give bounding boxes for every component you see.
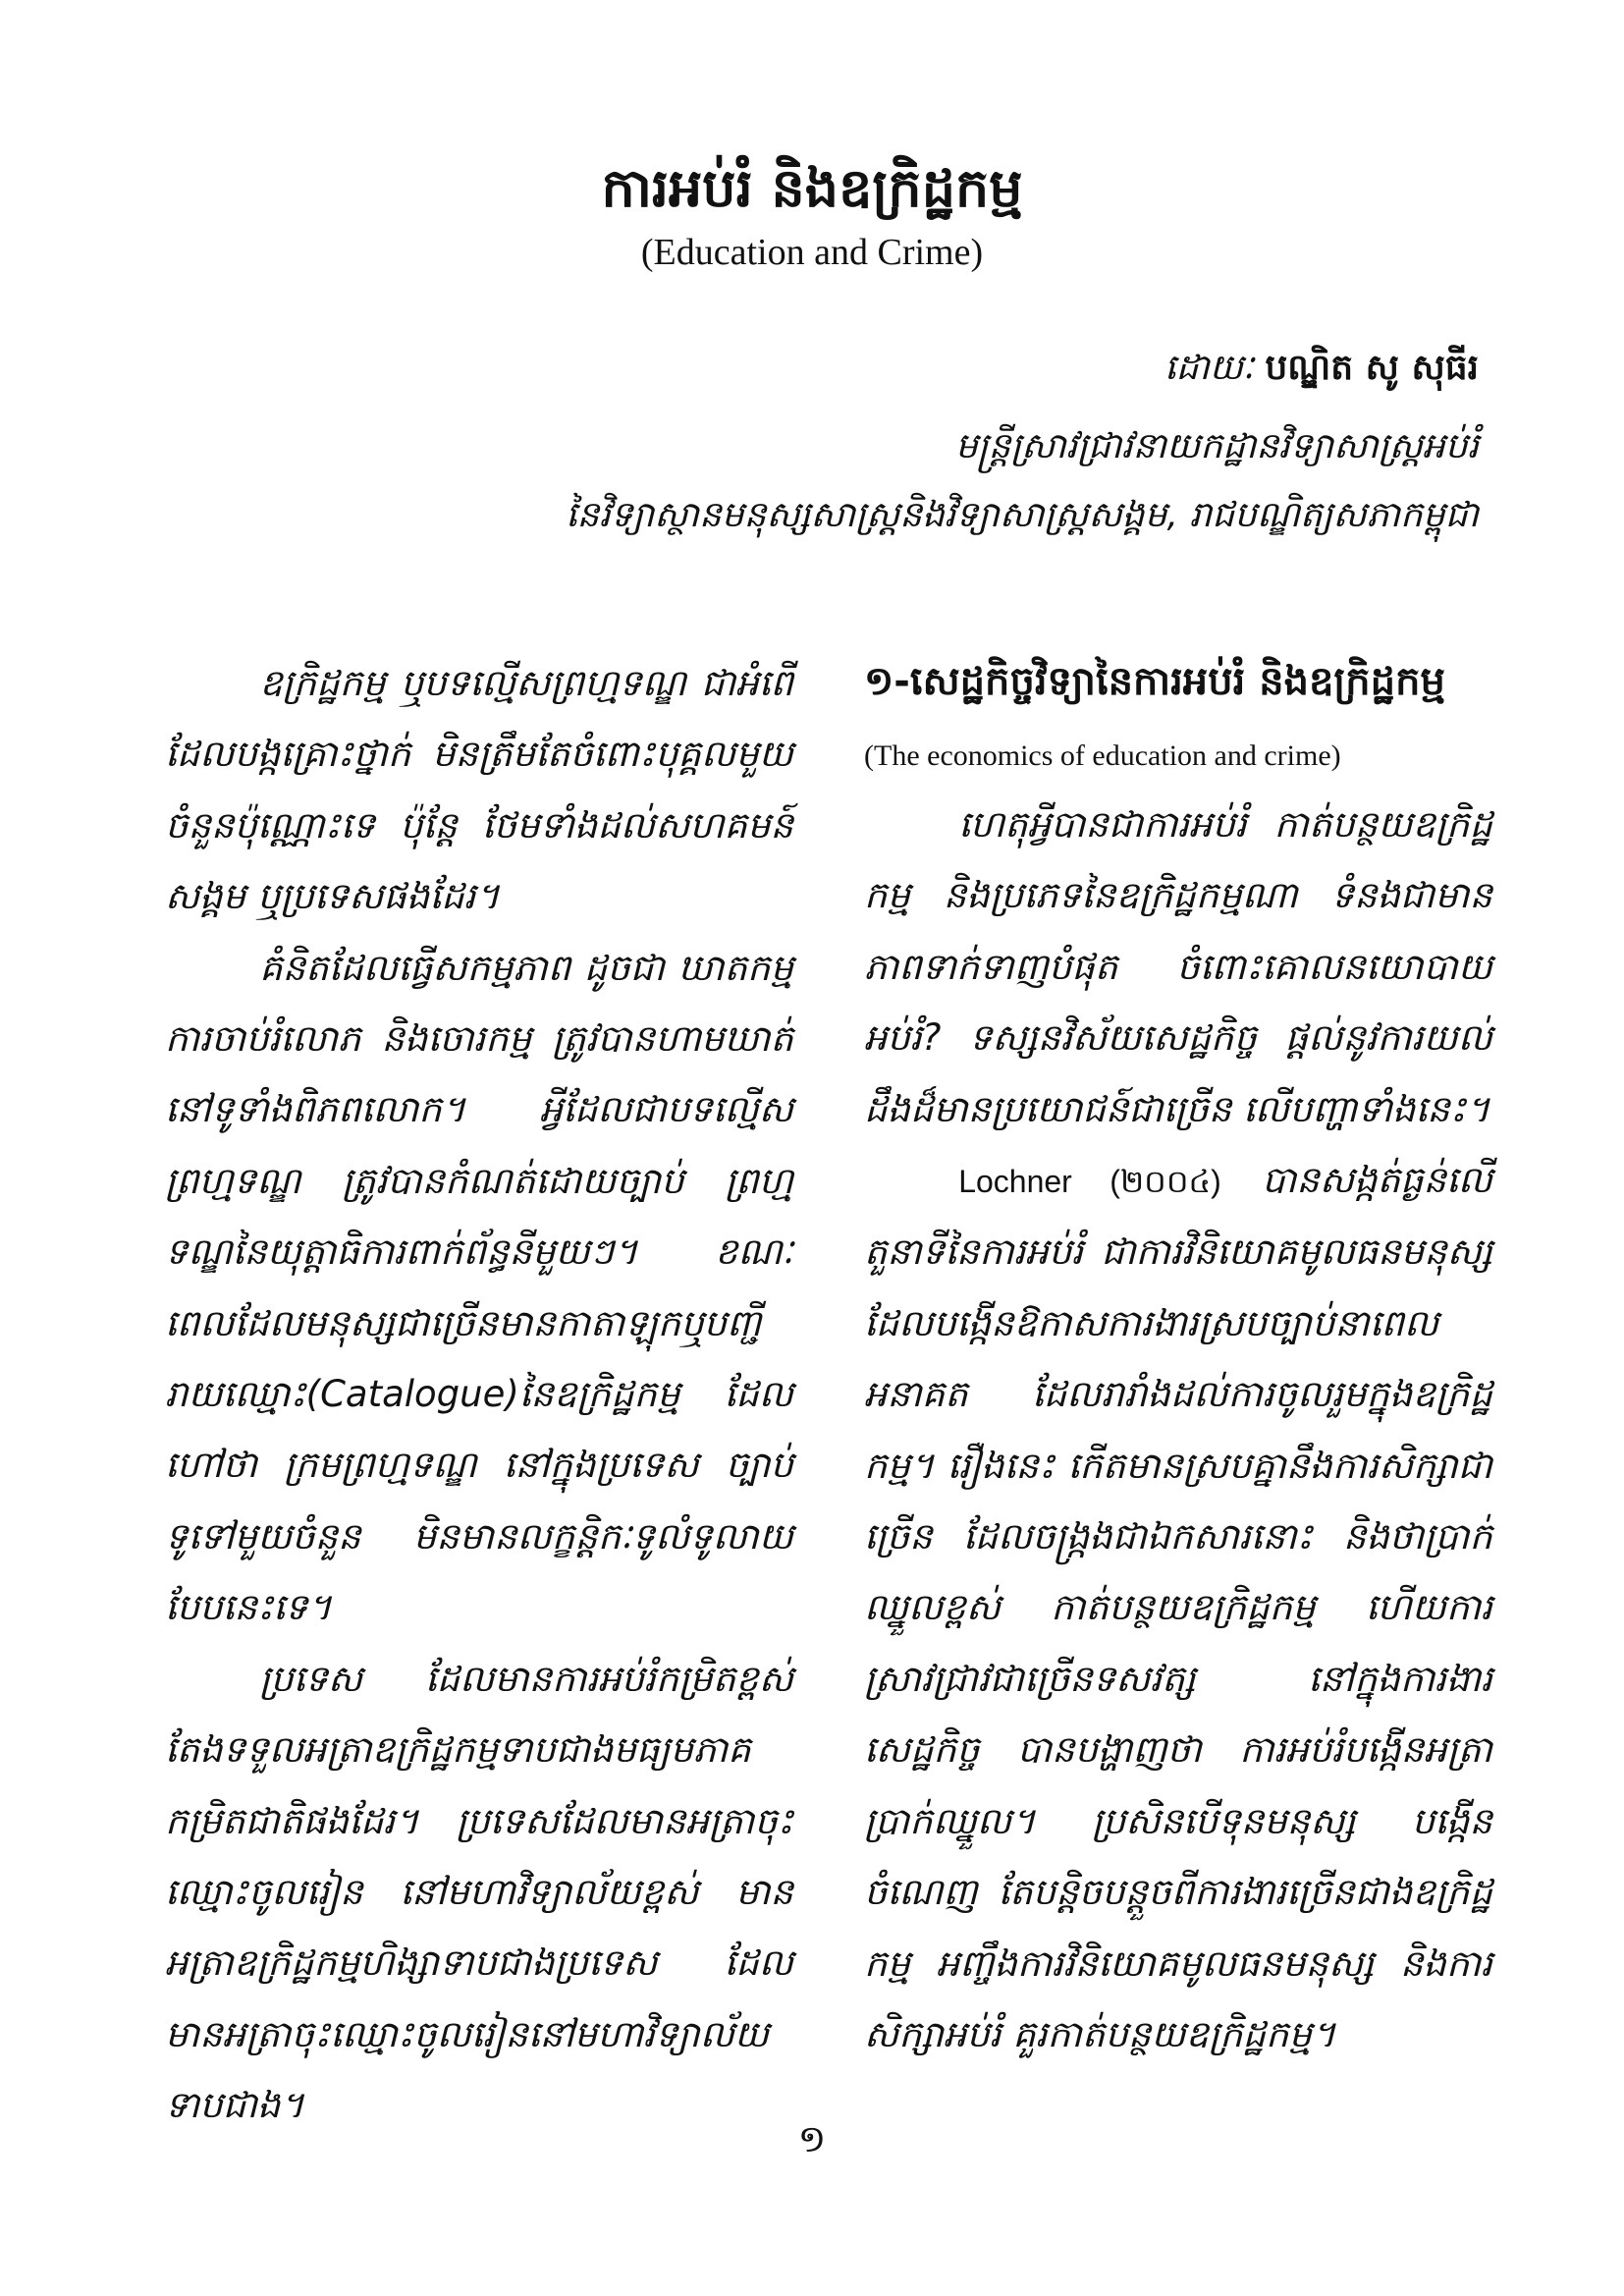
article-subtitle: (Education and Crime) xyxy=(640,232,984,273)
body-paragraph: ប្រទេស ដែលមានការអប់រំកម្រិតខ្ពស់ តែងទទួលអត្រាឧក្រិដ្ឋកម្មទាបជាងមធ្យមភាគកម្រិតជាតិផងដែរ។ ប្រទេសដែលមានអត្រាចុះឈ្មោះចូលរៀន នៅមហាវិទ្យាល័យខ្ពស់ មានអត្រាឧក្រិដ្ឋកម្មហិង្សាទាបជាងប្រទេស ដែលមានអត្រាចុះឈ្មោះចូលរៀននៅមហាវិទ្យាល័យទាបជាង។ xyxy=(165,1657,793,2127)
section-heading-km: ១-សេដ្ឋកិច្ចវិទ្យានៃការអប់រំ និងឧក្រិដ្ឋកម្ម xyxy=(864,659,1445,704)
author-name: បណ្ឌិត សូ សុធីរ xyxy=(1265,348,1479,388)
section-heading-en: (The economics of education and crime) xyxy=(864,739,1341,772)
author-affiliation-line2: នៃវិទ្យាស្ថានមនុស្សសាស្ត្រនិងវិទ្យាសាស្ត្រសង្គម, រាជបណ្ឌិត្យសភាកម្ពុជា xyxy=(566,495,1479,535)
author-by-label: ដោយៈ xyxy=(1164,348,1266,388)
section-heading xyxy=(864,648,1492,790)
author-byline xyxy=(1164,334,1479,403)
left-column xyxy=(165,648,793,2142)
page-number: ១ xyxy=(797,2117,827,2160)
article-title: ការអប់រំ និងឧក្រិដ្ឋកម្ម xyxy=(601,157,1023,219)
body-paragraph xyxy=(864,1145,1492,2070)
author-affiliation-line1: មន្ត្រីស្រាវជ្រាវនាយកដ្ឋានវិទ្យាសាស្ត្រអប់រំ xyxy=(955,426,1479,466)
body-paragraph: ឧក្រិដ្ឋកម្ម ឬបទល្មើសព្រហ្មទណ្ឌ ជាអំពើ ដែលបង្កគ្រោះថ្នាក់ មិនត្រឹមតែចំពោះបុគ្គលមួយចំនួនប៉ុណ្ណោះទេ ប៉ុន្តែ ថែមទាំងដល់សហគមន៍ សង្គម ឬប្រទេសផងដែរ។ xyxy=(165,662,793,918)
body-paragraph: គំនិតដែលធ្វើសកម្មភាព ដូចជា ឃាតកម្ម ការចាប់រំលោភ និងចោរកម្ម ត្រូវបានហាមឃាត់នៅទូទាំងពិភពលោក។ អ្វីដែលជាបទល្មើសព្រហ្មទណ្ឌ ត្រូវបានកំណត់ដោយច្បាប់ ព្រហ្មទណ្ឌនៃយុត្តាធិការពាក់ព័ន្ធនីមួយៗ។ ខណៈពេលដែលមនុស្សជាច្រើនមានកាតាឡុកឬបញ្ជីរាយឈ្មោះ(Catalogue)នៃឧក្រិដ្ឋកម្ម ដែលហៅថា ក្រមព្រហ្មទណ្ឌ នៅក្នុងប្រទេស ច្បាប់ទូទៅមួយចំនួន មិនមានលក្ខន្តិកៈទូលំទូលាយបែបនេះទេ។ xyxy=(165,946,793,1629)
citation-lead: Lochner (២០០៤) xyxy=(958,1164,1221,1200)
body-paragraph: ហេតុអ្វីបានជាការអប់រំ កាត់បន្ថយឧក្រិដ្ឋកម្ម និងប្រភេទនៃឧក្រិដ្ឋកម្មណា ទំនងជាមានភាពទាក់ទាញបំផុត ចំពោះគោលនយោបាយអប់រំ? ទស្សនវិស័យសេដ្ឋកិច្ច ផ្តល់នូវការយល់ដឹងដ៏មានប្រយោជន៍ជាច្រើន លើបញ្ហាទាំងនេះ។ xyxy=(864,803,1492,1130)
right-column xyxy=(864,648,1492,2070)
body-paragraph-text: បានសង្កត់ធ្ងន់លើតួនាទីនៃការអប់រំ ជាការវិនិយោគមូលធនមនុស្ស ដែលបង្កើនឱកាសការងារស្របច្បាប់នាពេលអនាគត ដែលរារាំងដល់ការចូលរួមក្នុងឧក្រិដ្ឋកម្ម។ រឿងនេះ កើតមានស្របគ្នានឹងការសិក្សាជាច្រើន ដែលចង្ក្រងជាឯកសារនោះ និងថាប្រាក់ឈ្នួលខ្ពស់ កាត់បន្ថយឧក្រិដ្ឋកម្ម ហើយការស្រាវជ្រាវជាច្រើនទសវត្ស នៅក្នុងការងារសេដ្ឋកិច្ច បានបង្ហាញថា ការអប់រំបង្កើនអត្រាប្រាក់ឈ្នួល។ ប្រសិនបើទុនមនុស្ស បង្កើនចំណេញ តែបន្តិចបន្តួចពីការងារច្រើនជាងឧក្រិដ្ឋកម្ម អញ្ចឹងការវិនិយោគមូលធនមនុស្ស និងការសិក្សាអប់រំ គួរកាត់បន្ថយឧក្រិដ្ឋកម្ម។ xyxy=(864,1159,1492,2055)
